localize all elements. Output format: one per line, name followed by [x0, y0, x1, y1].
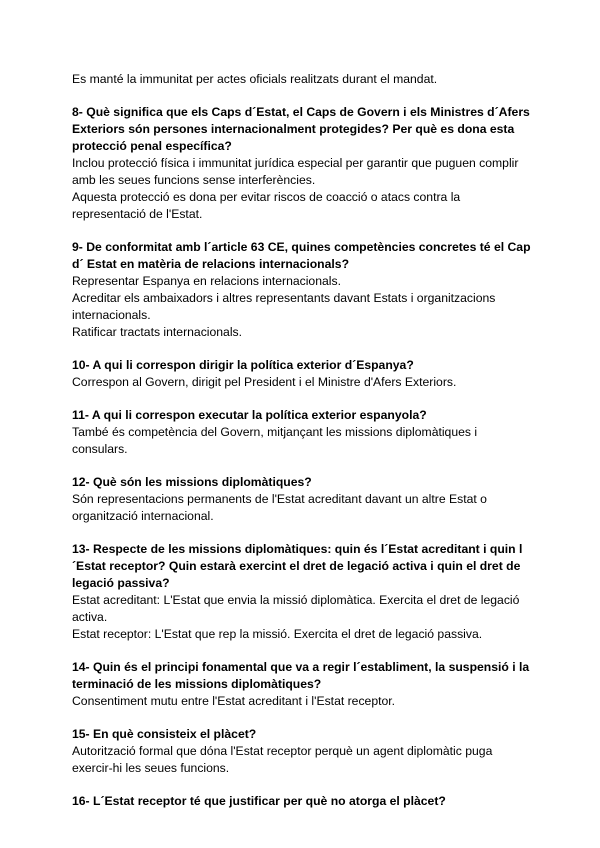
answer-9-1: Representar Espanya en relacions internacionals.: [72, 274, 341, 288]
qa-item-16: [72, 793, 532, 810]
qa-item-9: [72, 239, 532, 341]
question-13: 13- Respecte de les missions diplomàtiques: quin és l´Estat acreditant i quin l´Estat receptor? Quin estarà exercint el dret de legació activa i quin el dret de legació passiva?: [72, 542, 523, 590]
question-8: 8- Què significa que els Caps d´Estat, el Caps de Govern i els Ministres d´Afers Exteriors són persones internacionalment protegides? Per què es dona esta protecció penal específica?: [72, 105, 530, 153]
answer-9-2: Acreditar els ambaixadors i altres representants davant Estats i organitzacions internacionals.: [72, 291, 496, 322]
answer-8-2: Aquesta protecció es dona per evitar riscos de coacció o atacs contra la representació de l'Estat.: [72, 190, 461, 221]
document-page: [72, 71, 532, 826]
question-9: 9- De conformitat amb l´article 63 CE, quines competències concretes té el Cap d´ Estat en matèria de relacions internacionals?: [72, 240, 531, 271]
answer-11-1: També és competència del Govern, mitjançant les missions diplomàtiques i consulars.: [72, 425, 478, 456]
question-16: 16- L´Estat receptor té que justificar per què no atorga el plàcet?: [72, 794, 446, 808]
intro-paragraph: Es manté la immunitat per actes oficials realitzats durant el mandat.: [72, 72, 438, 86]
qa-item-11: [72, 407, 532, 458]
question-14: 14- Quin és el principi fonamental que va a regir l´establiment, la suspensió i la terminació de les missions diplomàtiques?: [72, 660, 530, 691]
qa-item-10: [72, 357, 532, 391]
question-12: 12- Què són les missions diplomàtiques?: [72, 475, 312, 489]
question-10: 10- A qui li correspon dirigir la política exterior d´Espanya?: [72, 358, 414, 372]
question-15: 15- En què consisteix el plàcet?: [72, 727, 257, 741]
answer-15-1: Autorització formal que dóna l'Estat receptor perquè un agent diplomàtic puga exercir-hi les seues funcions.: [72, 744, 493, 775]
answer-8-1: Inclou protecció física i immunitat jurídica especial per garantir que puguen complir amb les seues funcions sense interferències.: [72, 156, 519, 187]
qa-item-13: [72, 541, 532, 643]
answer-14-1: Consentiment mutu entre l'Estat acreditant i l'Estat receptor.: [72, 694, 396, 708]
question-11: 11- A qui li correspon executar la política exterior espanyola?: [72, 408, 427, 422]
answer-9-3: Ratificar tractats internacionals.: [72, 325, 243, 339]
qa-item-14: [72, 659, 532, 710]
answer-10-1: Correspon al Govern, dirigit pel President i el Ministre d'Afers Exteriors.: [72, 375, 457, 389]
qa-item-8: [72, 104, 532, 223]
qa-item-15: [72, 726, 532, 777]
answer-12-1: Són representacions permanents de l'Estat acreditant davant un altre Estat o organització internacional.: [72, 492, 487, 523]
answer-13-1: Estat acreditant: L'Estat que envia la missió diplomàtica. Exercita el dret de legació activa.: [72, 593, 520, 624]
answer-13-2: Estat receptor: L'Estat que rep la missió. Exercita el dret de legació passiva.: [72, 627, 483, 641]
qa-item-12: [72, 474, 532, 525]
